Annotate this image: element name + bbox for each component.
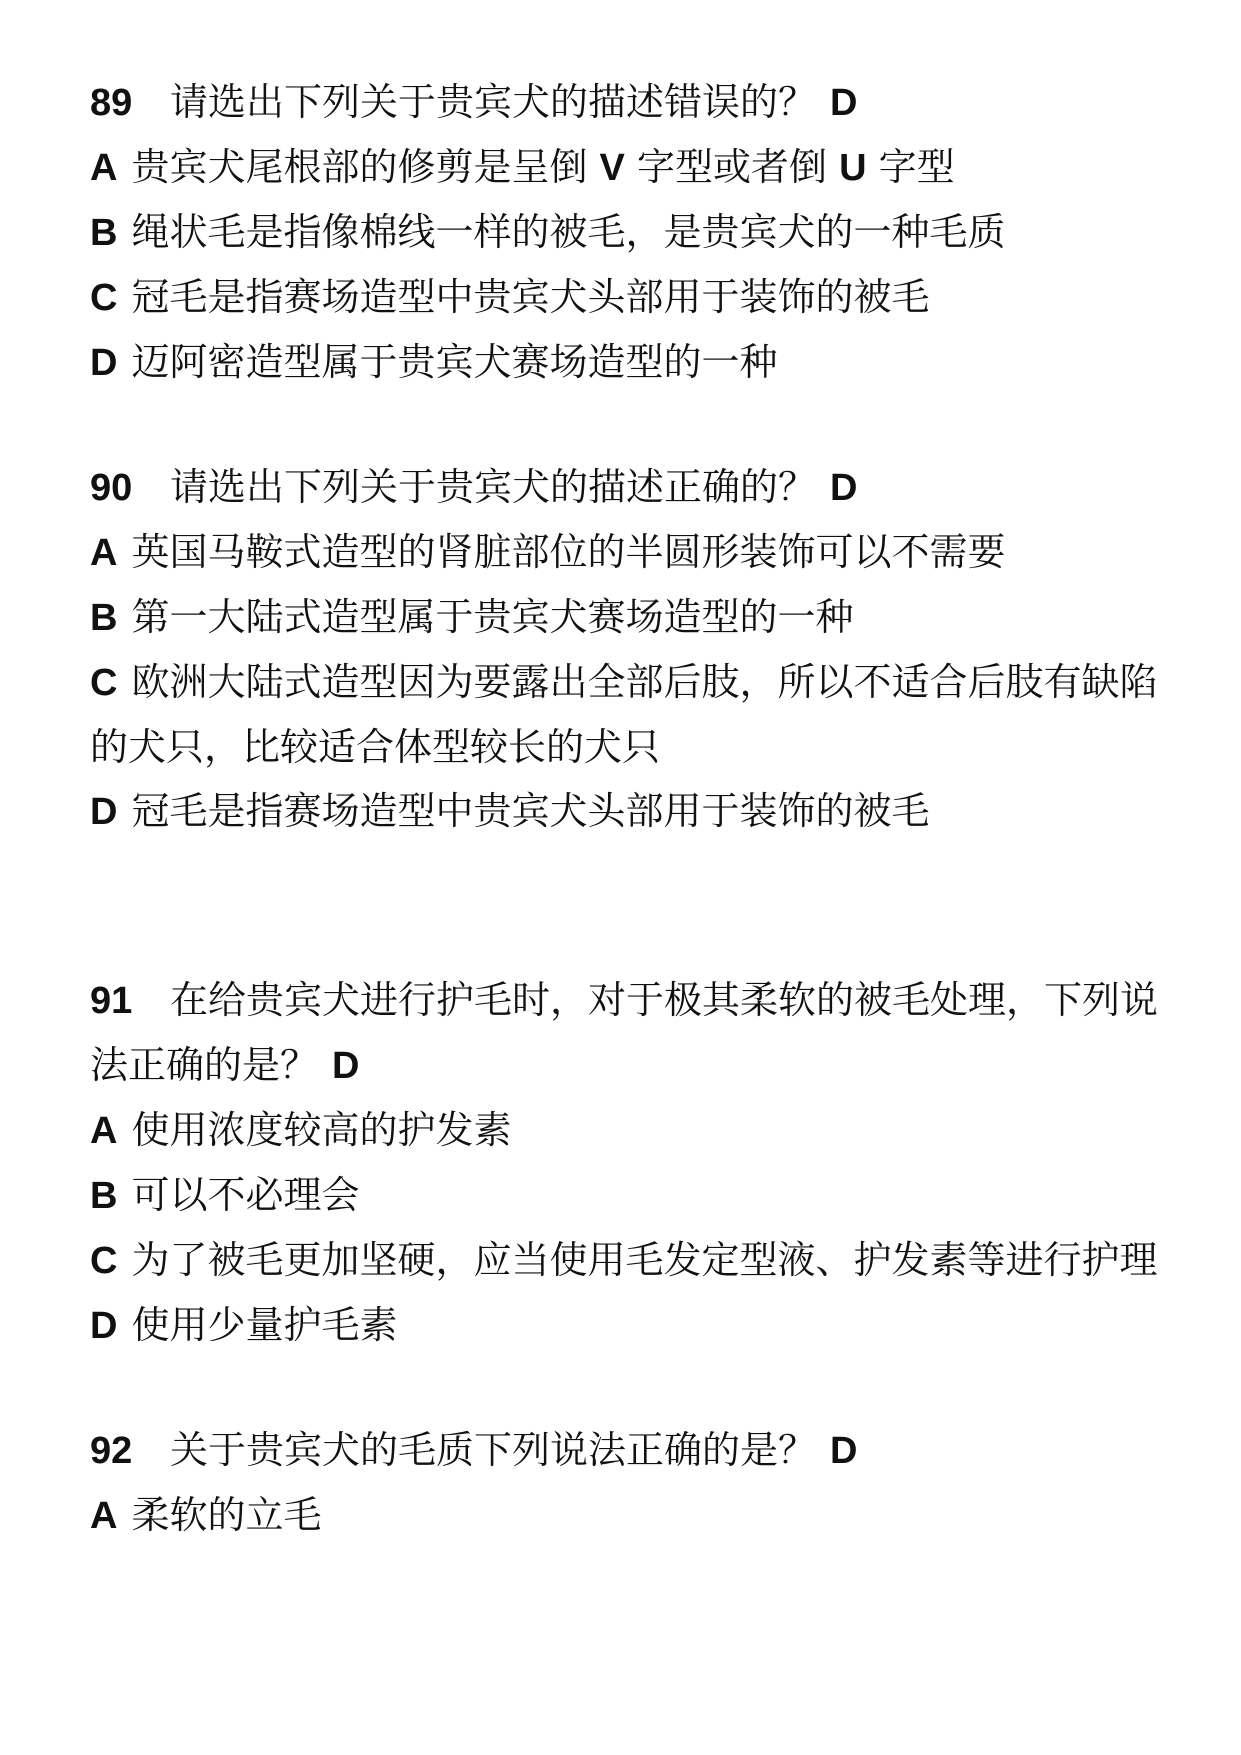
option-c (90, 265, 1160, 330)
option-text: 英国马鞍式造型的肾脏部位的半圆形装饰可以不需要 (131, 530, 1006, 574)
option-text: 使用少量护毛素 (131, 1303, 398, 1347)
option-c (90, 1228, 1160, 1293)
option-d (90, 1293, 1160, 1358)
option-letter: B (90, 1175, 118, 1217)
option-text: 绳状毛是指像棉线一样的被毛，是贵宾犬的一种毛质 (131, 210, 1006, 254)
spacer (90, 844, 1160, 968)
option-c (90, 650, 1160, 779)
option-letter: D (90, 1305, 118, 1347)
question-stem: 请选出下列关于贵宾犬的描述正确的？ (170, 465, 817, 509)
option-letter: C (90, 277, 118, 319)
question-stem: 关于贵宾犬的毛质下列说法正确的是？ (170, 1428, 817, 1472)
option-b (90, 200, 1160, 265)
option-letter: B (90, 597, 118, 639)
option-letter: A (90, 532, 118, 574)
question-number: 90 (90, 467, 133, 509)
option-text: 可以不必理会 (131, 1173, 360, 1217)
option-latin-part: U (839, 147, 867, 189)
option-letter: D (90, 342, 118, 384)
option-letter: C (90, 1240, 118, 1282)
spacer (90, 1358, 1160, 1418)
document-page (90, 70, 1160, 1548)
question-stem: 请选出下列关于贵宾犬的描述错误的？ (170, 80, 817, 124)
option-b (90, 1163, 1160, 1228)
question-answer: D (830, 467, 858, 509)
question-stem-line (90, 455, 1160, 520)
spacer (90, 395, 1160, 455)
option-text: 欧洲大陆式造型因为要露出全部后肢，所以不适合后肢有缺陷的犬只，比较适合体型较长的犬只 (90, 660, 1158, 769)
option-text: 冠毛是指赛场造型中贵宾犬头部用于装饰的被毛 (131, 789, 930, 833)
option-text: 为了被毛更加坚硬，应当使用毛发定型液、护发素等进行护理 (131, 1238, 1158, 1282)
option-text: 冠毛是指赛场造型中贵宾犬头部用于装饰的被毛 (131, 275, 930, 319)
option-text: 迈阿密造型属于贵宾犬赛场造型的一种 (131, 340, 778, 384)
question-number: 89 (90, 82, 133, 124)
option-text-part: 字型 (866, 145, 955, 189)
question-stem: 在给贵宾犬进行护毛时，对于极其柔软的被毛处理，下列说法正确的是？ (90, 978, 1159, 1087)
question-91 (90, 968, 1160, 1358)
option-letter: A (90, 1110, 118, 1152)
question-number: 92 (90, 1430, 133, 1472)
option-text: 使用浓度较高的护发素 (131, 1108, 512, 1152)
option-text-part: 贵宾犬尾根部的修剪是呈倒 (131, 145, 600, 189)
question-number: 91 (90, 980, 133, 1022)
option-letter: A (90, 1495, 118, 1537)
option-letter: C (90, 662, 118, 704)
question-stem-line (90, 1418, 1160, 1483)
question-90 (90, 455, 1160, 844)
question-stem-line (90, 70, 1160, 135)
option-text: 柔软的立毛 (131, 1493, 322, 1537)
option-a (90, 520, 1160, 585)
option-a (90, 1483, 1160, 1548)
option-letter: A (90, 147, 118, 189)
question-answer: D (830, 1430, 858, 1472)
question-answer: D (332, 1045, 360, 1087)
question-answer: D (830, 82, 858, 124)
option-d (90, 330, 1160, 395)
option-b (90, 585, 1160, 650)
option-letter: D (90, 791, 118, 833)
option-text: 第一大陆式造型属于贵宾犬赛场造型的一种 (131, 595, 854, 639)
option-letter: B (90, 212, 118, 254)
option-a (90, 135, 1160, 200)
question-stem-line (90, 968, 1160, 1098)
option-a (90, 1098, 1160, 1163)
option-d (90, 779, 1160, 844)
option-text-part: 字型或者倒 (624, 145, 840, 189)
question-89 (90, 70, 1160, 395)
option-latin-part: V (599, 147, 625, 189)
question-92 (90, 1418, 1160, 1548)
